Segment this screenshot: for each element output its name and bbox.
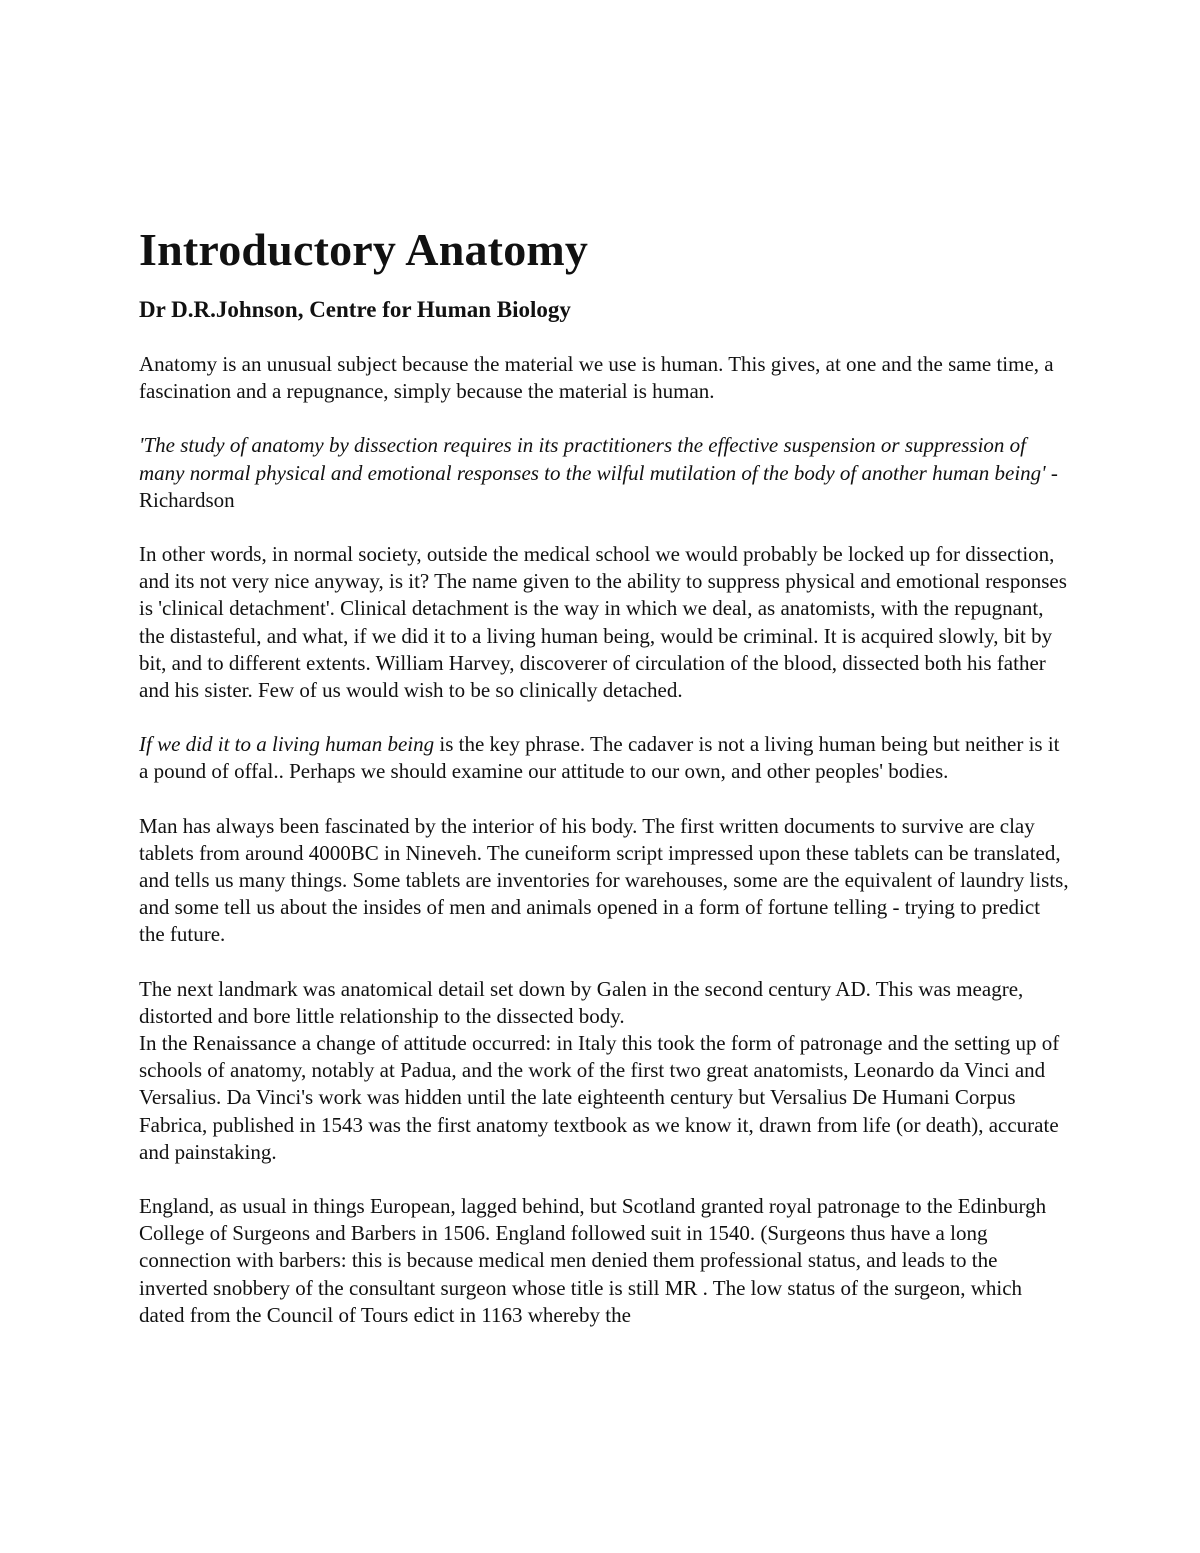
paragraph-key-phrase [139, 731, 1070, 785]
paragraph-england-scotland: England, as usual in things European, lagged behind, but Scotland granted royal patronage to the Edinburgh College of Surgeons and Barbers in 1506. England followed suit in 1540. (Surgeons thus have a long connection with barbers: this is because medical men denied them professional status, and leads to the inverted snobbery of the consultant surgeon whose title is still MR . The low status of the surgeon, which dated from the Council of Tours edict in 1163 whereby the [139, 1194, 1047, 1327]
paragraph-intro: Anatomy is an unusual subject because the material we use is human. This gives, at one and the same time, a fascination and a repugnance, simply because the material is human. [139, 352, 1054, 404]
paragraph-clinical-detachment: In other words, in normal society, outside the medical school we would probably be locked up for dissection, and its not very nice anyway, is it? The name given to the ability to suppress physical and emotional responses is 'clinical detachment'. Clinical detachment is the way in which we deal, as anatomists, with the repugnant, the distasteful, and what, if we did it to a living human being, would be criminal. It is acquired slowly, bit by bit, and to different extents. William Harvey, discoverer of circulation of the blood, dissected both his father and his sister. Few of us would wish to be so clinically detached. [139, 542, 1067, 703]
paragraph-renaissance: In the Renaissance a change of attitude occurred: in Italy this took the form of patronage and the setting up of schools of anatomy, notably at Padua, and the work of the first two great anatomists, Leonardo da Vinci and Versalius. Da Vinci's work was hidden until the late eighteenth century but Versalius De Humani Corpus Fabrica, published in 1543 was the first anatomy textbook as we know it, drawn from life (or death), accurate and painstaking. [139, 1031, 1060, 1164]
key-phrase: If we did it to a living human being [139, 732, 435, 757]
quote-text: 'The study of anatomy by dissection requires in its practitioners the effective suspension or suppression of many normal physical and emotional responses to the wilful mutilation of the body of another human being' [139, 433, 1046, 485]
quote-attribution: - Richardson [139, 460, 1058, 512]
author-line: Dr D.R.Johnson, Centre for Human Biology [139, 297, 571, 322]
paragraph-clay-tablets: Man has always been fascinated by the interior of his body. The first written documents to survive are clay tablets from around 4000BC in Nineveh. The cuneiform script impressed upon these tablets can be translated, and tells us many things. Some tablets are inventories for warehouses, some are the equivalent of laundry lists, and some tell us about the insides of men and animals opened in a form of fortune telling - trying to predict the future. [139, 813, 1069, 947]
document-title: Introductory Anatomy [139, 224, 589, 275]
paragraph-quote [139, 432, 1070, 514]
key-phrase-rest: is the key phrase. The cadaver is not a living human being but neither is it a pound of offal.. Perhaps we should examine our attitude to our own, and other peoples' bodies. [139, 732, 1060, 784]
paragraph-galen: The next landmark was anatomical detail set down by Galen in the second century AD. This was meagre, distorted and bore little relationship to the dissected body. [139, 976, 1024, 1028]
